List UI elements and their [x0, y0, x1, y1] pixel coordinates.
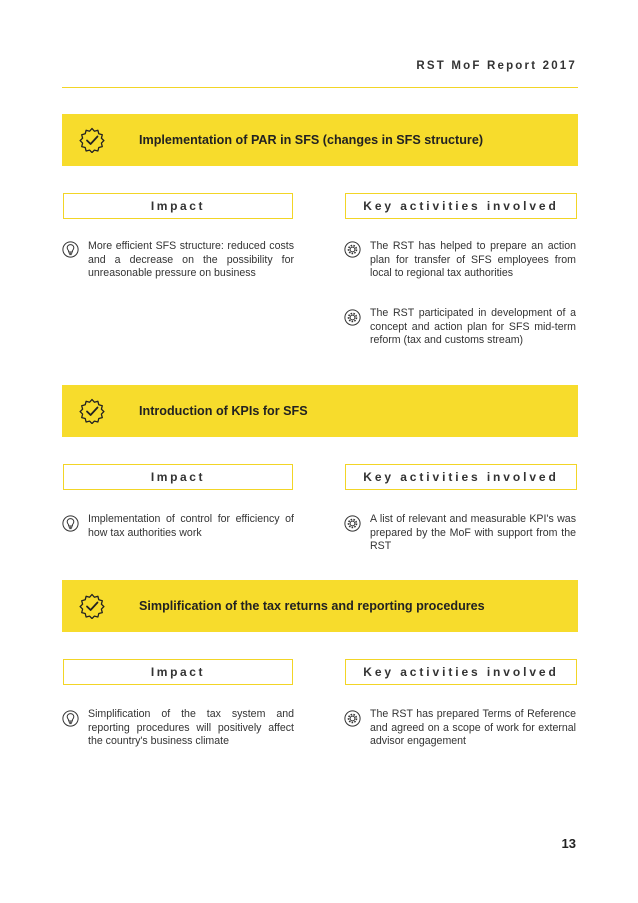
report-title: RST MoF Report 2017: [416, 60, 577, 72]
activity-item: The RST participated in development of a concept and action plan for SFS mid-term reform (tax and customs stream): [370, 307, 576, 347]
impact-item: Simplification of the tax system and reporting procedures will positively affect the country's business climate: [88, 708, 294, 748]
activity-item: A list of relevant and measurable KPI's was prepared by the MoF with support from the RST: [370, 513, 576, 553]
lightbulb-icon: [62, 710, 79, 727]
gear-icon: [344, 241, 361, 258]
activity-item: The RST has helped to prepare an action plan for transfer of SFS employees from local to regional tax authorities: [370, 240, 576, 280]
impact-header: Impact: [63, 659, 293, 685]
header-divider: [62, 87, 578, 88]
page-number: 13: [561, 836, 576, 851]
activity-item: The RST has prepared Terms of Reference and agreed on a scope of work for external advisor engagement: [370, 708, 576, 748]
section-title: Simplification of the tax returns and reporting procedures: [139, 599, 485, 613]
section-title: Introduction of KPIs for SFS: [139, 404, 308, 418]
check-icon: [79, 398, 105, 424]
impact-item: Implementation of control for efficiency of how tax authorities work: [88, 513, 294, 539]
key-activities-header: Key activities involved: [345, 464, 577, 490]
section-banner-kpis: [62, 385, 578, 437]
key-activities-header: Key activities involved: [345, 193, 577, 219]
lightbulb-icon: [62, 241, 79, 258]
gear-icon: [344, 309, 361, 326]
gear-icon: [344, 710, 361, 727]
check-icon: [79, 127, 105, 153]
impact-header: Impact: [63, 464, 293, 490]
impact-header: Impact: [63, 193, 293, 219]
gear-icon: [344, 515, 361, 532]
impact-item: More efficient SFS structure: reduced costs and a decrease on the possibility for unreasonable pressure on business: [88, 240, 294, 280]
section-title: Implementation of PAR in SFS (changes in SFS structure): [139, 133, 484, 147]
section-banner-simplification: [62, 580, 578, 632]
check-icon: [79, 593, 105, 619]
key-activities-header: Key activities involved: [345, 659, 577, 685]
lightbulb-icon: [62, 515, 79, 532]
section-banner-par: [62, 114, 578, 166]
